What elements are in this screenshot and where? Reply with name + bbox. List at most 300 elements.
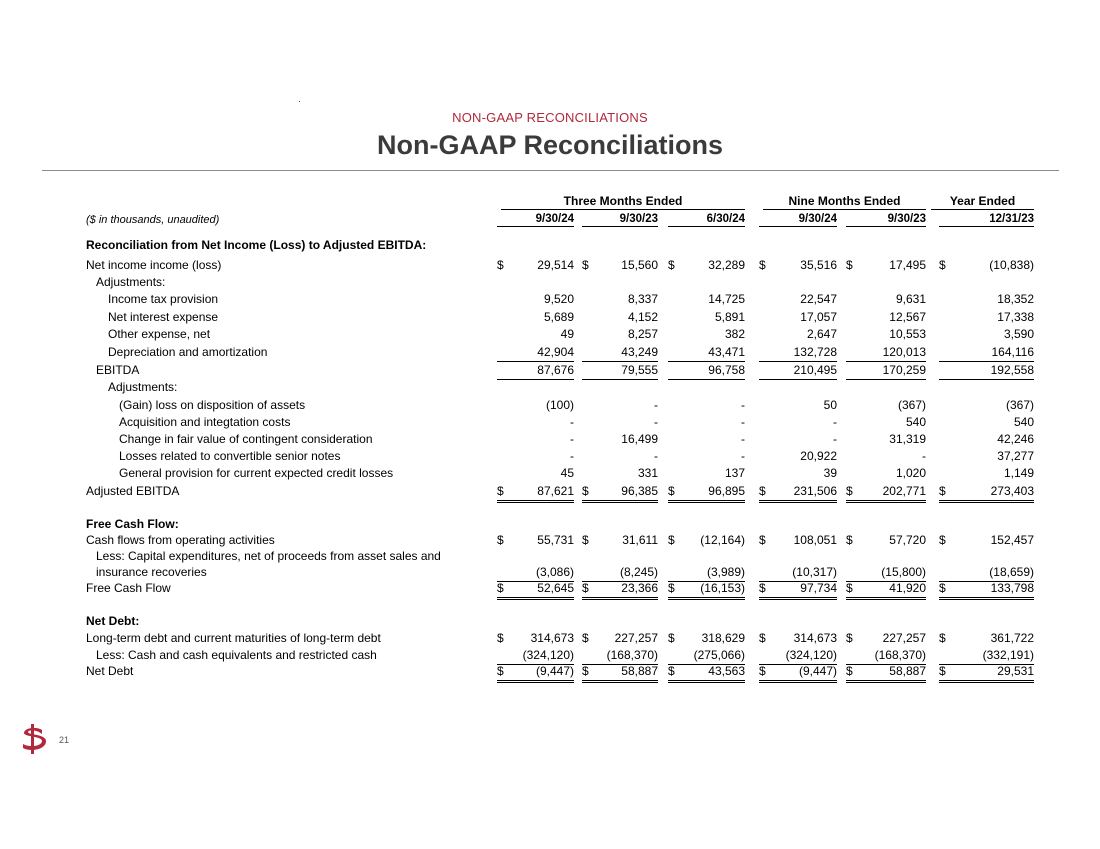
table-row [0, 565, 1100, 582]
cell-value: 96,895 [708, 484, 745, 498]
table-cell [939, 292, 1034, 308]
table-cell [939, 449, 1034, 465]
cell-value: 87,676 [537, 363, 574, 377]
currency-symbol: $ [759, 533, 766, 547]
cell-value: 42,904 [537, 345, 574, 359]
table-cell [846, 415, 926, 431]
cell-value: (8,245) [619, 565, 658, 579]
column-header: 9/30/23 [582, 213, 658, 227]
table-cell [497, 581, 574, 600]
table-cell [759, 363, 837, 380]
table-row [0, 484, 1100, 501]
cell-value: 137 [724, 466, 745, 480]
cell-value: 45 [560, 466, 574, 480]
row-label: Adjustments: [108, 380, 178, 394]
table-cell [668, 310, 745, 326]
currency-symbol: $ [582, 484, 589, 498]
row-label: Cash flows from operating activities [86, 533, 275, 547]
row-label: Net income income (loss) [86, 258, 222, 272]
currency-symbol: $ [497, 631, 504, 645]
table-cell [497, 363, 574, 380]
table-cell [846, 258, 926, 274]
group-header-three-months: Three Months Ended [501, 194, 745, 210]
cell-value: 318,629 [701, 631, 745, 645]
table-cell [582, 292, 658, 308]
table-cell [497, 327, 574, 343]
currency-symbol: $ [846, 258, 853, 272]
table-cell [582, 432, 658, 448]
table-cell [497, 631, 574, 647]
table-cell [846, 363, 926, 380]
table-cell [759, 327, 837, 343]
cell-value: - [654, 415, 658, 429]
table-cell [497, 648, 574, 665]
table-row [0, 310, 1100, 327]
cell-value: 210,495 [793, 363, 837, 377]
currency-symbol: $ [582, 664, 589, 678]
currency-symbol: $ [582, 581, 589, 595]
table-cell [759, 310, 837, 326]
currency-symbol: $ [939, 533, 946, 547]
cell-value: 231,506 [793, 484, 837, 498]
cell-value: 9,520 [543, 292, 574, 306]
table-cell [668, 449, 745, 465]
currency-symbol: $ [846, 581, 853, 595]
table-cell [939, 310, 1034, 326]
currency-symbol: $ [668, 664, 675, 678]
table-cell [582, 484, 658, 503]
cell-value: 18,352 [997, 292, 1034, 306]
table-row [0, 398, 1100, 415]
table-cell [939, 345, 1034, 362]
table-cell [846, 664, 926, 683]
cell-value: - [833, 432, 837, 446]
table-cell [497, 533, 574, 549]
currency-symbol: $ [668, 258, 675, 272]
cell-value: 5,891 [714, 310, 745, 324]
row-label: Acquisition and integtation costs [119, 415, 291, 429]
cell-value: 164,116 [991, 345, 1034, 359]
currency-symbol: $ [939, 581, 946, 595]
table-cell [497, 664, 574, 683]
cell-value: - [741, 398, 745, 412]
table-cell [497, 432, 574, 448]
column-header: 12/31/23 [939, 213, 1034, 227]
cell-value: 52,645 [537, 581, 574, 595]
brand-logo-icon [20, 724, 46, 754]
table-row [0, 380, 1100, 397]
table-cell [759, 449, 837, 465]
row-label: Less: Capital expenditures, net of proceeds from asset sales and [96, 549, 441, 563]
table-cell [582, 565, 658, 582]
cell-value: (12,164) [700, 533, 745, 547]
table-cell [582, 258, 658, 274]
cell-value: (367) [897, 398, 926, 412]
table-cell [846, 631, 926, 647]
table-cell [497, 398, 574, 414]
cell-value: 9,631 [895, 292, 926, 306]
table-cell [582, 648, 658, 665]
cell-value: (275,066) [693, 648, 745, 662]
cell-value: (168,370) [874, 648, 926, 662]
row-label: Other expense, net [108, 327, 211, 341]
table-row [0, 345, 1100, 362]
row-label: Net Debt [86, 664, 134, 678]
units-note: ($ in thousands, unaudited) [86, 214, 220, 226]
table-cell [582, 363, 658, 380]
page-title: Non-GAAP Reconciliations [376, 130, 724, 160]
cell-value: 32,289 [708, 258, 745, 272]
currency-symbol: $ [668, 581, 675, 595]
row-label: (Gain) loss on disposition of assets [119, 398, 306, 412]
table-cell [846, 398, 926, 414]
table-cell [939, 258, 1034, 274]
row-label: Net Debt: [86, 614, 140, 628]
table-cell [582, 631, 658, 647]
table-cell [939, 363, 1034, 380]
row-label: insurance recoveries [96, 565, 207, 579]
cell-value: (168,370) [606, 648, 658, 662]
cell-value: 96,758 [708, 363, 745, 377]
cell-value: 96,385 [621, 484, 658, 498]
cell-value: 314,673 [793, 631, 837, 645]
column-header: 6/30/24 [668, 213, 745, 227]
cell-value: 152,457 [990, 533, 1034, 547]
table-cell [939, 631, 1034, 647]
cell-value: 14,725 [708, 292, 745, 306]
table-cell [497, 345, 574, 362]
row-label: Losses related to convertible senior notes [119, 449, 341, 463]
table-row [0, 614, 1100, 631]
cell-value: 16,499 [621, 432, 658, 446]
currency-symbol: $ [939, 258, 946, 272]
table-cell [582, 398, 658, 414]
cell-value: 132,728 [793, 345, 837, 359]
table-cell [759, 258, 837, 274]
table-cell [759, 581, 837, 600]
table-cell [939, 581, 1034, 600]
table-cell [846, 484, 926, 503]
cell-value: - [922, 449, 926, 463]
table-cell [939, 648, 1034, 665]
cell-value: 192,558 [990, 363, 1034, 377]
cell-value: - [833, 415, 837, 429]
table-cell [497, 292, 574, 308]
table-cell [582, 664, 658, 683]
cell-value: (324,120) [785, 648, 837, 662]
table-cell [497, 466, 574, 482]
table-cell [582, 415, 658, 431]
currency-symbol: $ [582, 258, 589, 272]
table-cell [497, 310, 574, 326]
row-label: Income tax provision [108, 292, 219, 306]
cell-value: (18,659) [989, 565, 1034, 579]
currency-symbol: $ [759, 258, 766, 272]
currency-symbol: $ [497, 664, 504, 678]
cell-value: 50 [823, 398, 837, 412]
group-header-year-ended: Year Ended [931, 194, 1034, 210]
table-row [0, 549, 1100, 566]
row-label: Reconciliation from Net Income (Loss) to Adjusted EBITDA: [86, 238, 427, 252]
table-cell [668, 631, 745, 647]
cell-value: (3,086) [535, 565, 574, 579]
cell-value: (10,838) [989, 258, 1034, 272]
currency-symbol: $ [497, 581, 504, 595]
cell-value: - [741, 415, 745, 429]
table-cell [497, 484, 574, 503]
cell-value: 41,920 [889, 581, 926, 595]
currency-symbol: $ [759, 581, 766, 595]
cell-value: 8,337 [627, 292, 658, 306]
cell-value: 12,567 [889, 310, 926, 324]
table-row [0, 238, 1100, 255]
cell-value: 17,338 [997, 310, 1034, 324]
cell-value: 4,152 [627, 310, 658, 324]
table-cell [668, 533, 745, 549]
table-cell [759, 664, 837, 683]
table-cell [759, 398, 837, 414]
table-cell [582, 327, 658, 343]
row-label: Adjustments: [96, 275, 166, 289]
table-cell [846, 327, 926, 343]
table-cell [846, 533, 926, 549]
cell-value: (16,153) [700, 581, 745, 595]
cell-value: 31,611 [622, 533, 658, 547]
cell-value: (332,191) [982, 648, 1034, 662]
cell-value: 227,257 [614, 631, 658, 645]
table-cell [939, 466, 1034, 482]
cell-value: 17,495 [889, 258, 926, 272]
table-row [0, 363, 1100, 380]
row-label: Free Cash Flow [86, 581, 171, 595]
table-cell [759, 292, 837, 308]
cell-value: 133,798 [990, 581, 1034, 595]
table-cell [759, 648, 837, 665]
row-label: Less: Cash and cash equivalents and restricted cash [96, 648, 377, 662]
currency-symbol: $ [939, 484, 946, 498]
table-row [0, 327, 1100, 344]
currency-symbol: $ [759, 664, 766, 678]
cell-value: 202,771 [882, 484, 926, 498]
page-number: 21 [59, 735, 70, 745]
row-label: Depreciation and amortization [108, 345, 268, 359]
cell-value: - [654, 449, 658, 463]
table-cell [939, 432, 1034, 448]
table-cell [846, 648, 926, 665]
row-label: General provision for current expected credit losses [119, 466, 394, 480]
table-cell [846, 449, 926, 465]
cell-value: 43,471 [708, 345, 745, 359]
table-cell [497, 565, 574, 582]
cell-value: 5,689 [543, 310, 574, 324]
column-header: 9/30/24 [759, 213, 837, 227]
title-divider [42, 170, 1059, 171]
table-cell [668, 345, 745, 362]
table-cell [668, 398, 745, 414]
currency-symbol: $ [846, 484, 853, 498]
currency-symbol: $ [582, 631, 589, 645]
table-cell [846, 310, 926, 326]
cell-value: 49 [560, 327, 574, 341]
table-cell [668, 664, 745, 683]
table-cell [759, 565, 837, 582]
row-label: Net interest expense [108, 310, 219, 324]
row-label: EBITDA [96, 363, 140, 377]
table-cell [582, 581, 658, 600]
cell-value: (324,120) [522, 648, 574, 662]
cell-value: 58,887 [621, 664, 658, 678]
currency-symbol: $ [759, 484, 766, 498]
table-cell [668, 565, 745, 582]
table-cell [582, 345, 658, 362]
cell-value: 29,514 [537, 258, 574, 272]
cell-value: 1,149 [1003, 466, 1034, 480]
cell-value: 55,731 [537, 533, 574, 547]
table-cell [759, 345, 837, 362]
cell-value: 37,277 [997, 449, 1034, 463]
currency-symbol: $ [846, 664, 853, 678]
cell-value: - [654, 398, 658, 412]
cell-value: 87,621 [537, 484, 574, 498]
table-cell [939, 533, 1034, 549]
cell-value: 58,887 [889, 664, 926, 678]
table-cell [668, 648, 745, 665]
table-cell [939, 664, 1034, 683]
row-label: Long-term debt and current maturities of long-term debt [86, 631, 381, 645]
table-cell [846, 345, 926, 362]
currency-symbol: $ [668, 631, 675, 645]
table-cell [759, 432, 837, 448]
cell-value: 31,319 [889, 432, 926, 446]
cell-value: 35,516 [800, 258, 837, 272]
cell-value: 361,722 [990, 631, 1034, 645]
cell-value: 1,020 [895, 466, 926, 480]
table-cell [846, 292, 926, 308]
table-row [0, 466, 1100, 483]
group-header-nine-months: Nine Months Ended [763, 194, 926, 210]
cell-value: 15,560 [621, 258, 658, 272]
table-cell [939, 398, 1034, 414]
cell-value: 20,922 [800, 449, 837, 463]
stray-dot [299, 101, 300, 102]
table-row [0, 415, 1100, 432]
cell-value: 273,403 [990, 484, 1034, 498]
column-header: 9/30/24 [497, 213, 574, 227]
cell-value: 43,249 [621, 345, 658, 359]
table-cell [668, 432, 745, 448]
cell-value: - [741, 432, 745, 446]
cell-value: 42,246 [997, 432, 1034, 446]
cell-value: 79,555 [621, 363, 658, 377]
cell-value: - [570, 432, 574, 446]
table-row [0, 648, 1100, 665]
table-cell [846, 581, 926, 600]
table-cell [497, 415, 574, 431]
table-row [0, 258, 1100, 275]
table-row [0, 449, 1100, 466]
table-row [0, 432, 1100, 449]
cell-value: 17,057 [800, 310, 837, 324]
cell-value: 2,647 [806, 327, 837, 341]
table-cell [846, 565, 926, 582]
currency-symbol: $ [939, 631, 946, 645]
cell-value: 22,547 [800, 292, 837, 306]
cell-value: 8,257 [627, 327, 658, 341]
table-row [0, 533, 1100, 550]
table-cell [939, 565, 1034, 582]
cell-value: (9,447) [535, 664, 574, 678]
table-row [0, 292, 1100, 309]
cell-value: (100) [545, 398, 574, 412]
cell-value: (9,447) [798, 664, 837, 678]
currency-symbol: $ [497, 484, 504, 498]
table-row [0, 581, 1100, 598]
cell-value: 97,734 [800, 581, 837, 595]
table-row [0, 275, 1100, 292]
currency-symbol: $ [846, 631, 853, 645]
cell-value: - [570, 449, 574, 463]
cell-value: 227,257 [882, 631, 926, 645]
currency-symbol: $ [939, 664, 946, 678]
row-label: Change in fair value of contingent consideration [119, 432, 373, 446]
cell-value: 540 [1013, 415, 1034, 429]
table-cell [668, 258, 745, 274]
cell-value: 43,563 [708, 664, 745, 678]
section-subtitle: NON-GAAP RECONCILIATIONS [452, 110, 648, 125]
table-cell [497, 449, 574, 465]
cell-value: - [570, 415, 574, 429]
table-cell [668, 484, 745, 503]
row-label: Free Cash Flow: [86, 517, 179, 531]
cell-value: 314,673 [530, 631, 574, 645]
currency-symbol: $ [759, 631, 766, 645]
cell-value: - [741, 449, 745, 463]
currency-symbol: $ [497, 533, 504, 547]
table-cell [668, 327, 745, 343]
table-cell [939, 327, 1034, 343]
table-cell [668, 292, 745, 308]
cell-value: 23,366 [621, 581, 658, 595]
table-cell [846, 432, 926, 448]
cell-value: (367) [1005, 398, 1034, 412]
cell-value: 10,553 [889, 327, 926, 341]
table-cell [759, 631, 837, 647]
cell-value: 29,531 [997, 664, 1034, 678]
cell-value: 382 [724, 327, 745, 341]
cell-value: 170,259 [882, 363, 926, 377]
table-cell [497, 258, 574, 274]
table-cell [582, 466, 658, 482]
currency-symbol: $ [668, 533, 675, 547]
table-cell [846, 466, 926, 482]
cell-value: 540 [905, 415, 926, 429]
cell-value: 57,720 [889, 533, 926, 547]
table-cell [759, 415, 837, 431]
table-cell [582, 449, 658, 465]
table-cell [759, 484, 837, 503]
table-cell [668, 581, 745, 600]
table-cell [759, 466, 837, 482]
currency-symbol: $ [846, 533, 853, 547]
cell-value: (3,989) [706, 565, 745, 579]
currency-symbol: $ [668, 484, 675, 498]
cell-value: 3,590 [1003, 327, 1034, 341]
table-cell [582, 533, 658, 549]
table-row [0, 664, 1100, 681]
table-row [0, 517, 1100, 534]
table-cell [668, 415, 745, 431]
table-cell [668, 466, 745, 482]
